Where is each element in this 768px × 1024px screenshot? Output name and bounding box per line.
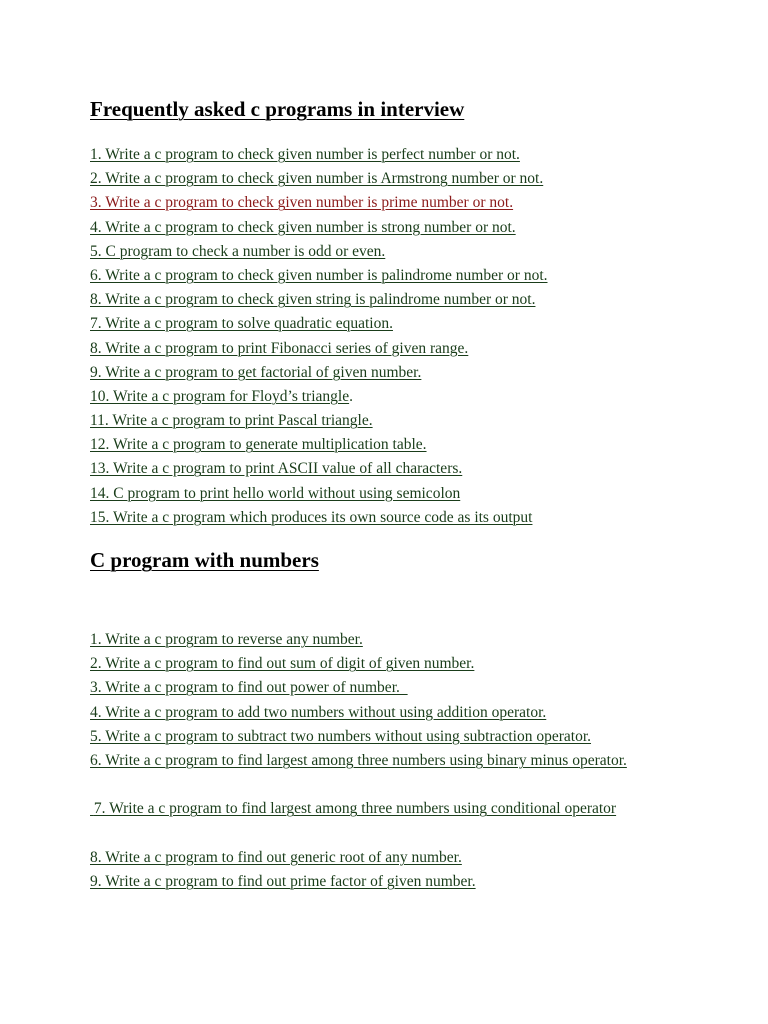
list-item bbox=[90, 676, 650, 700]
list-item bbox=[90, 725, 650, 749]
section-title-numbers: C program with numbers bbox=[90, 548, 319, 572]
list-item bbox=[90, 409, 548, 433]
program-link[interactable]: 8. Write a c program to print Fibonacci series of given range. bbox=[90, 339, 469, 357]
program-link[interactable]: 15. Write a c program which produces its own source code as its output bbox=[90, 508, 533, 526]
list-item bbox=[90, 506, 548, 530]
program-link[interactable]: 6. Write a c program to check given number is palindrome number or not. bbox=[90, 266, 548, 284]
section-title-interview: Frequently asked c programs in interview bbox=[90, 97, 465, 121]
list-item bbox=[90, 701, 650, 725]
program-link[interactable]: 4. Write a c program to check given number is strong number or not. bbox=[90, 218, 516, 236]
list-item bbox=[90, 749, 650, 797]
list-item bbox=[90, 216, 548, 240]
program-link[interactable]: 13. Write a c program to print ASCII value of all characters. bbox=[90, 460, 463, 478]
program-link[interactable]: 11. Write a c program to print Pascal triangle. bbox=[90, 412, 373, 430]
list-item bbox=[90, 482, 548, 506]
program-link[interactable]: 9. Write a c program to get factorial of given number. bbox=[90, 363, 422, 381]
program-link[interactable]: 7. Write a c program to solve quadratic equation. bbox=[90, 315, 393, 333]
program-link[interactable]: 12. Write a c program to generate multiplication table. bbox=[90, 436, 427, 454]
program-link[interactable]: 2. Write a c program to find out sum of digit of given number. bbox=[90, 655, 475, 673]
list-item bbox=[90, 337, 548, 361]
list-item bbox=[90, 167, 548, 191]
list-item bbox=[90, 652, 650, 676]
program-link[interactable]: 1. Write a c program to check given number is perfect number or not. bbox=[90, 146, 520, 163]
program-link[interactable]: 14. C program to print hello world without using semicolon bbox=[90, 484, 461, 502]
list-item bbox=[90, 846, 650, 870]
list-item bbox=[90, 797, 650, 845]
program-link[interactable]: 8. Write a c program to check given string is palindrome number or not. bbox=[90, 291, 536, 309]
list-item bbox=[90, 457, 548, 481]
program-link[interactable]: 3. Write a c program to check given number is prime number or not. bbox=[90, 194, 514, 212]
list-item bbox=[90, 433, 548, 457]
program-link[interactable]: 4. Write a c program to add two numbers without using addition operator. bbox=[90, 703, 547, 721]
list-item bbox=[90, 240, 548, 264]
program-link[interactable]: 5. Write a c program to subtract two numbers without using subtraction operator. bbox=[90, 727, 592, 745]
list-item bbox=[90, 191, 548, 215]
list-item bbox=[90, 312, 548, 336]
list-item bbox=[90, 628, 650, 652]
program-link[interactable]: 2. Write a c program to check given number is Armstrong number or not. bbox=[90, 170, 544, 188]
program-link[interactable]: 7. Write a c program to find largest among three numbers using conditional operator bbox=[90, 800, 617, 818]
program-link[interactable]: 9. Write a c program to find out prime factor of given number. bbox=[90, 872, 476, 890]
list-item bbox=[90, 870, 650, 894]
program-link[interactable]: 3. Write a c program to find out power of number. bbox=[90, 679, 408, 697]
list-item bbox=[90, 385, 548, 409]
program-link[interactable]: 1. Write a c program to reverse any number. bbox=[90, 631, 363, 648]
list-item bbox=[90, 264, 548, 288]
list-item bbox=[90, 288, 548, 312]
program-link[interactable]: 10. Write a c program for Floyd’s triangle bbox=[90, 387, 350, 405]
program-link[interactable]: 6. Write a c program to find largest among three numbers using binary minus operator. bbox=[90, 751, 627, 769]
list-item bbox=[90, 361, 548, 385]
program-link[interactable]: 8. Write a c program to find out generic root of any number. bbox=[90, 848, 462, 866]
program-link[interactable]: 5. C program to check a number is odd or even. bbox=[90, 242, 386, 260]
numbers-program-list bbox=[90, 628, 650, 894]
interview-program-list bbox=[90, 143, 548, 530]
trailing-period: . bbox=[349, 387, 353, 405]
list-item bbox=[90, 143, 548, 167]
